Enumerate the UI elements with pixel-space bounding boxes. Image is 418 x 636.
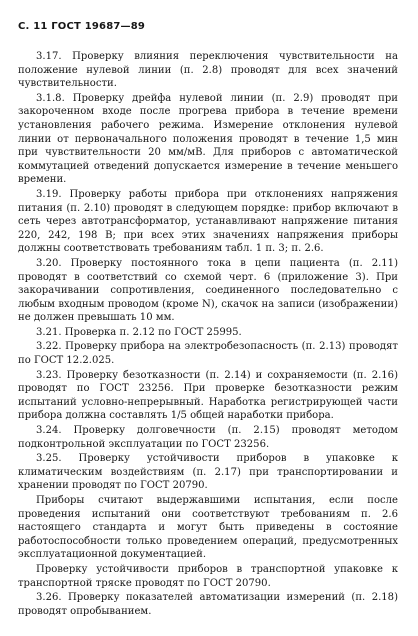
- page-header: С. 11 ГОСТ 19687—89: [18, 21, 146, 32]
- paragraph-test-passed: Приборы считают выдержавшими испытания, если после проведения испытаний они соответствуют требованиям п. 2.6 настоящего стандарта и могут быть приведены в состояние работоспособности только проведением операций, предусмотренных эксплуатационной документацией.: [18, 495, 398, 561]
- paragraph-transport-check: Проверку устойчивости приборов в транспортной упаковке к транспортной тряске проводят по ГОСТ 20790.: [18, 563, 398, 589]
- paragraph-3-19: 3.19. Проверку работы прибора при отклонениях напряжения питания (п. 2.10) проводят в следующем порядке: прибор включают в сеть через автотрансформатор, устанавливают напряжение питания 220, 242, 198 В; при всех этих значениях напряжения приборы должны соответствовать требованиям табл. 1 п. 3; п. 2.6.: [18, 188, 398, 255]
- paragraph-3-22: 3.22. Проверку прибора на электробезопасность (п. 2.13) проводят по ГОСТ 12.2.025.: [18, 341, 398, 367]
- paragraph-3-18: 3.1.8. Проверку дрейфа нулевой линии (п. 2.9) проводят при закороченном входе после прогрева прибора в течение времени установления рабочего режима. Измерение отклонения нулевой линии от первоначального положения проводят в течение 1,5 мин при чувствительности 20 мм/мВ. Для приборов с автоматической коммутацией отведений допускается измерение в течение меньшего времени.: [18, 92, 398, 186]
- paragraph-3-23: 3.23. Проверку безотказности (п. 2.14) и сохраняемости (п. 2.16) проводят по ГОСТ 23256. При проверке безотказности режим испытаний условно-непрерывный. Наработка регистрирующей части прибора должна составлять 1/5 общей наработки прибора.: [18, 369, 398, 422]
- paragraph-3-21: 3.21. Проверка п. 2.12 по ГОСТ 25995.: [36, 326, 242, 338]
- paragraph-3-26: 3.26. Проверку показателей автоматизации измерений (п. 2.18) проводят опробыванием.: [18, 592, 398, 617]
- paragraph-3-24: 3.24. Проверку долговечности (п. 2.15) проводят методом подконтрольной эксплуатации по ГОСТ 23256.: [18, 425, 398, 450]
- paragraph-3-25: 3.25. Проверку устойчивости приборов в упаковке к климатическим воздействиям (п. 2.17) при транспортировании и хранении проводят по ГОСТ 20790.: [18, 453, 398, 492]
- paragraph-3-17: 3.17. Проверку влияния переключения чувствительности на положение нулевой линии (п. 2.8) проводят для всех значений чувствительности.: [18, 51, 398, 90]
- paragraph-3-20: 3.20. Проверку постоянного тока в цепи пациента (п. 2.11) проводят в соответствий со схемой черт. 6 (приложение 3). При закорачивании сопротивления, соединенного последовательно с любым входным проводом (кроме N), скачок на записи (изображении) не должен превышать 10 мм.: [18, 257, 398, 324]
- document-body: [18, 50, 398, 619]
